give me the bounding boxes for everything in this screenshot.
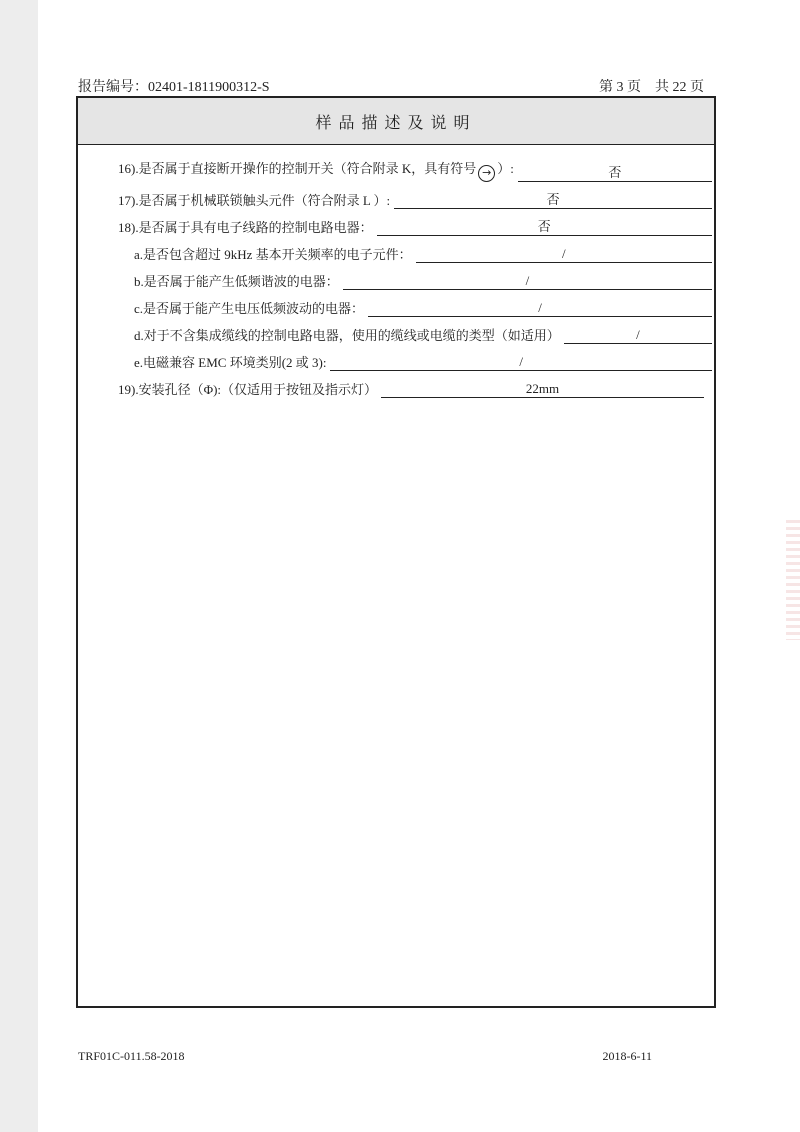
- item-18a-value: /: [416, 245, 712, 263]
- item-17-value: 否: [394, 191, 712, 209]
- item-18c: [134, 297, 712, 317]
- item-18b-value: /: [343, 272, 712, 290]
- section-title-bar: [78, 98, 714, 145]
- item-16-label-suffix: ）:: [497, 161, 514, 176]
- section-title: 样品描述及说明: [315, 114, 477, 132]
- item-18c-value: /: [368, 299, 712, 317]
- item-16: [118, 162, 712, 182]
- scan-artifact: [786, 520, 800, 640]
- form-code: TRF01C-011.58-2018: [78, 1049, 185, 1063]
- item-19-value: 22mm: [381, 380, 704, 398]
- item-18c-label: c.是否属于能产生电压低频波动的电器：: [134, 301, 365, 316]
- item-18b-label: b.是否属于能产生低频谐波的电器：: [134, 274, 339, 289]
- item-18a-label: a.是否包含超过 9kHz 基本开关频率的电子元件：: [134, 247, 412, 262]
- direct-opening-symbol-icon: →: [478, 165, 495, 182]
- item-18a: [134, 243, 712, 263]
- item-16-value: 否: [518, 164, 712, 182]
- item-18e: [134, 351, 712, 371]
- page-info: 第 3 页 共 22 页: [599, 80, 704, 95]
- report-number: 报告编号：02401-1811900312-S: [78, 80, 270, 95]
- scan-margin: [0, 0, 38, 1132]
- item-18d-label: d.对于不含集成缆线的控制电路电器，使用的缆线或电缆的类型（如适用）: [134, 328, 560, 343]
- item-19-label: 19).安装孔径（Φ):（仅适用于按钮及指示灯）: [118, 382, 378, 397]
- item-17: [118, 189, 712, 209]
- content-frame: [76, 96, 716, 1008]
- item-18-value: 否: [377, 218, 712, 236]
- item-16-label-text: 16).是否属于直接断开操作的控制开关（符合附录 K，具有符号: [118, 161, 477, 176]
- item-18e-value: /: [330, 353, 712, 371]
- item-18: [118, 216, 712, 236]
- item-18b: [134, 270, 712, 290]
- item-18-label: 18).是否属于具有电子线路的控制电路电器：: [118, 220, 373, 235]
- item-17-label: 17).是否属于机械联锁触头元件（符合附录 L ）:: [118, 193, 391, 208]
- print-date: 2018-6-11: [602, 1049, 652, 1063]
- item-18d-value: /: [564, 326, 712, 344]
- item-18e-label: e.电磁兼容 EMC 环境类别(2 或 3):: [134, 355, 327, 370]
- item-18d: [134, 324, 712, 344]
- item-16-label: [118, 158, 514, 182]
- item-19: [118, 378, 704, 398]
